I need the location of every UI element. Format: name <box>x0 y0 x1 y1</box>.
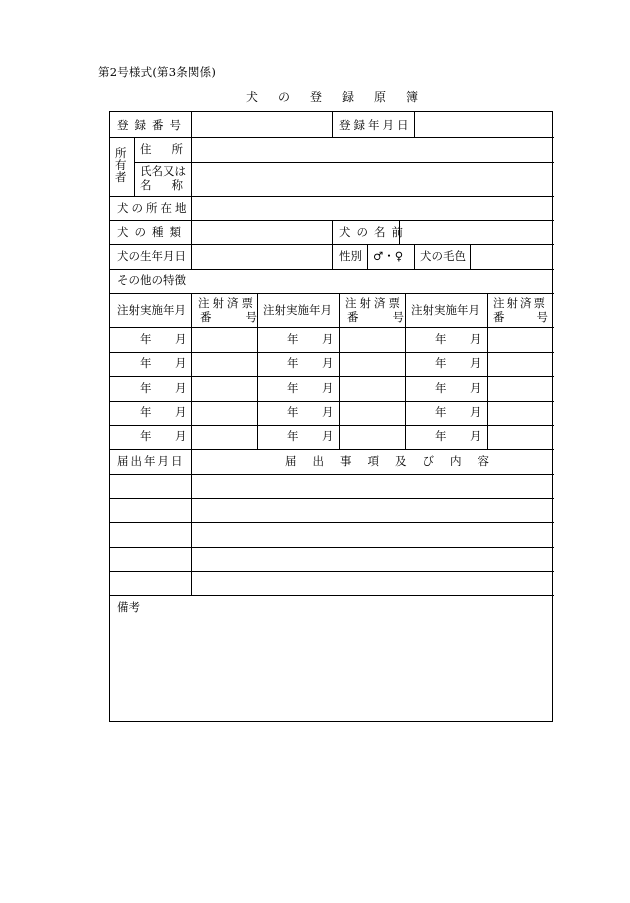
year-label: 年 <box>435 356 447 370</box>
dog-name-label: 犬の名前 <box>339 225 409 239</box>
injection-date-header: 注射実施年月 <box>411 303 480 317</box>
row-line <box>110 498 554 499</box>
row-line <box>110 474 554 475</box>
dog-location-label: 犬の所在地 <box>117 201 190 215</box>
column-line <box>191 196 192 269</box>
document-title: 犬の登録原簿 <box>245 90 438 104</box>
registration-number-label: 登録番号 <box>117 118 187 132</box>
row-line <box>110 547 554 548</box>
year-label: 年 <box>435 429 447 443</box>
month-label: 月 <box>322 429 334 443</box>
row-line <box>134 162 554 163</box>
owner-label: 所有者 <box>115 146 127 184</box>
other-features-label: その他の特徴 <box>117 273 186 287</box>
column-line <box>487 293 488 449</box>
year-label: 年 <box>140 429 152 443</box>
row-line <box>110 137 554 138</box>
dog-birthdate-label: 犬の生年月日 <box>117 249 186 263</box>
ticket-header-line1: 注射済票 <box>345 296 403 310</box>
ticket-header-line2: 番号 <box>200 310 291 324</box>
row-line <box>110 522 554 523</box>
month-label: 月 <box>175 405 187 419</box>
year-label: 年 <box>287 405 299 419</box>
column-line <box>339 293 340 449</box>
column-line <box>470 244 471 269</box>
month-label: 月 <box>322 332 334 346</box>
column-line <box>191 449 192 595</box>
form-number: 第2号様式(第3条関係) <box>98 65 217 79</box>
month-label: 月 <box>470 381 482 395</box>
coat-color-label: 犬の毛色 <box>420 249 466 263</box>
month-label: 月 <box>322 405 334 419</box>
notification-content-header: 届出事項及び内容 <box>285 454 505 468</box>
ticket-header-line1: 注射済票 <box>493 296 547 310</box>
column-line <box>332 112 333 137</box>
year-label: 年 <box>140 356 152 370</box>
month-label: 月 <box>175 429 187 443</box>
year-label: 年 <box>435 405 447 419</box>
row-line <box>110 595 554 596</box>
month-label: 月 <box>470 405 482 419</box>
year-label: 年 <box>435 381 447 395</box>
year-label: 年 <box>287 381 299 395</box>
registration-form-table <box>109 111 580 722</box>
month-label: 月 <box>470 356 482 370</box>
year-label: 年 <box>287 332 299 346</box>
month-label: 月 <box>470 429 482 443</box>
dog-breed-label: 犬の種類 <box>117 225 187 239</box>
row-line <box>110 571 554 572</box>
sex-options: ♂・♀ <box>373 249 404 263</box>
injection-date-header: 注射実施年月 <box>263 303 332 317</box>
row-line <box>110 449 554 450</box>
column-line <box>414 244 415 269</box>
year-label: 年 <box>287 356 299 370</box>
sex-label: 性別 <box>339 249 362 263</box>
month-label: 月 <box>470 332 482 346</box>
ticket-header-line2: 番号 <box>347 310 438 324</box>
column-line <box>367 244 368 269</box>
name-label-line2: 名称 <box>140 178 203 192</box>
month-label: 月 <box>175 381 187 395</box>
year-label: 年 <box>140 405 152 419</box>
month-label: 月 <box>175 332 187 346</box>
year-label: 年 <box>287 429 299 443</box>
ticket-header-line1: 注射済票 <box>198 296 256 310</box>
year-label: 年 <box>435 332 447 346</box>
remarks-label: 備考 <box>117 600 140 614</box>
ticket-header-line2: 番号 <box>493 310 580 324</box>
year-label: 年 <box>140 381 152 395</box>
notification-date-header: 届出年月日 <box>117 454 185 468</box>
registration-date-label: 登録年月日 <box>339 118 412 132</box>
year-label: 年 <box>140 332 152 346</box>
column-line <box>191 293 192 449</box>
month-label: 月 <box>322 356 334 370</box>
name-label-line1: 氏名又は <box>140 164 186 178</box>
column-line <box>332 220 333 269</box>
injection-date-header: 注射実施年月 <box>117 303 186 317</box>
month-label: 月 <box>322 381 334 395</box>
column-line <box>134 137 135 196</box>
column-line <box>414 112 415 137</box>
month-label: 月 <box>175 356 187 370</box>
row-line <box>110 269 554 270</box>
address-label: 住所 <box>140 142 203 156</box>
row-line <box>110 196 554 197</box>
